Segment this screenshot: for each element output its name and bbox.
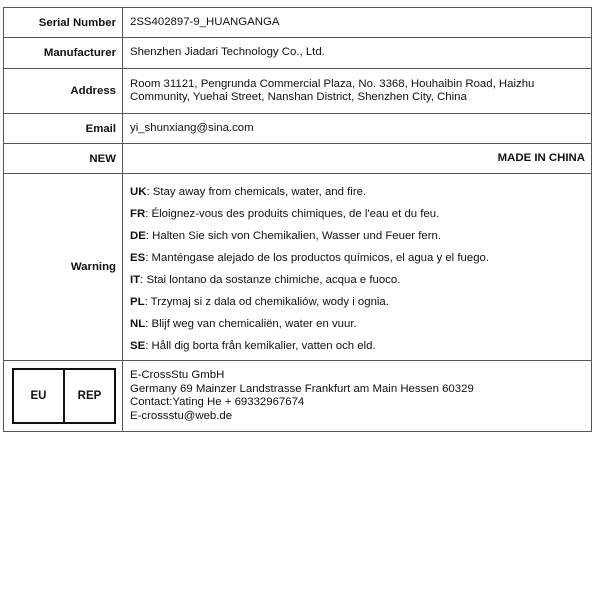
warning-text: : Manténgase alejado de los productos químicos, el agua y el fuego. <box>145 252 490 264</box>
serial-number-value: 2SS402897-9_HUANGANGA <box>123 8 592 38</box>
warning-label: Warning <box>4 174 123 361</box>
made-in-china: MADE IN CHINA <box>123 144 592 174</box>
warning-text: : Trzymaj si z dala od chemikaliów, wody i ognia. <box>144 296 389 308</box>
email-row <box>4 114 592 144</box>
warning-text: : Stay away from chemicals, water, and fire. <box>146 186 367 198</box>
warning-texts <box>123 174 592 361</box>
rep-badge-text: REP <box>63 370 114 422</box>
address-value: Room 31121, Pengrunda Commercial Plaza, No. 3368, Houhaibin Road, Haizhu Community, Yuehai Street, Nanshan District, Shenzhen City, China <box>123 69 592 114</box>
rep-email: E-crossstu@web.de <box>130 409 233 422</box>
label-table <box>3 7 592 432</box>
warning-code: NL <box>130 318 146 330</box>
warning-row <box>4 174 592 361</box>
warning-line-nl <box>130 313 585 335</box>
warning-list <box>130 177 585 357</box>
new-label: NEW <box>4 144 123 174</box>
warning-line-se <box>130 335 585 357</box>
warning-line-uk <box>130 181 585 203</box>
eu-rep-details <box>123 361 592 432</box>
serial-number-label: Serial Number <box>4 8 123 38</box>
warning-text: : Blijf weg van chemicaliën, water en vuur. <box>145 318 357 330</box>
warning-line-it <box>130 269 585 291</box>
warning-text: : Halten Sie sich von Chemikalien, Wasser und Feuer fern. <box>145 230 442 242</box>
address-row <box>4 69 592 114</box>
warning-text: : Stai lontano da sostanze chimiche, acqua e fuoco. <box>140 274 401 286</box>
email-label: Email <box>4 114 123 144</box>
eu-rep-badge <box>12 368 116 424</box>
warning-line-fr <box>130 203 585 225</box>
product-label <box>3 7 592 432</box>
email-value: yi_shunxiang@sina.com <box>123 114 592 144</box>
warning-code: SE <box>130 340 146 352</box>
rep-contact: Contact:Yating He + 69332967674 <box>130 396 305 408</box>
eu-badge-text: EU <box>30 390 47 402</box>
manufacturer-value: Shenzhen Jiadari Technology Co., Ltd. <box>123 38 592 69</box>
warning-code: PL <box>130 296 145 308</box>
manufacturer-label: Manufacturer <box>4 38 123 69</box>
serial-number-row <box>4 8 592 38</box>
warning-code: IT <box>130 274 141 286</box>
warning-line-de <box>130 225 585 247</box>
manufacturer-row <box>4 38 592 69</box>
rep-company: E-CrossStu GmbH <box>130 369 225 381</box>
eu-rep-badge-cell <box>4 361 123 432</box>
warning-text: : Éloignez-vous des produits chimiques, de l'eau et du feu. <box>145 208 440 220</box>
warning-code: UK <box>130 186 147 198</box>
warning-line-es <box>130 247 585 269</box>
rep-address: Germany 69 Mainzer Landstrasse Frankfurt am Main Hessen 60329 <box>130 382 474 395</box>
address-label: Address <box>4 69 123 114</box>
new-row <box>4 144 592 174</box>
warning-code: FR <box>130 208 146 220</box>
eu-rep-row <box>4 361 592 432</box>
warning-code: ES <box>130 252 146 264</box>
warning-text: : Håll dig borta från kemikalier, vatten och eld. <box>145 340 376 352</box>
warning-code: DE <box>130 230 146 242</box>
warning-line-pl <box>130 291 585 313</box>
